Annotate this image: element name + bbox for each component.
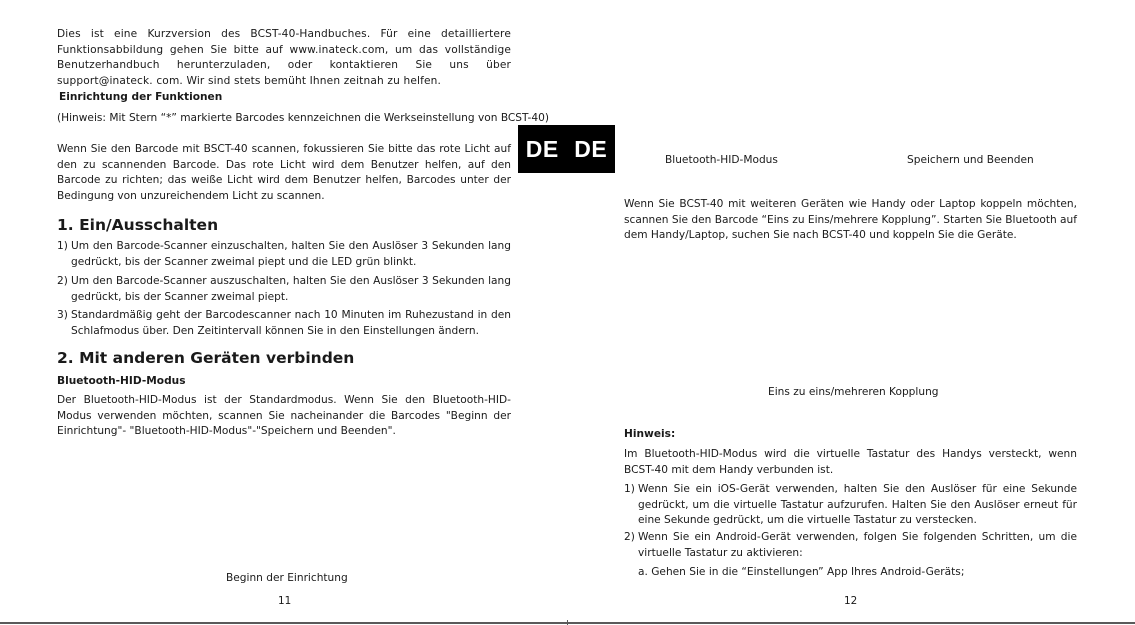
section-1-title: 1. Ein/Ausschalten [57, 216, 219, 234]
hint-paragraph: Im Bluetooth-HID-Modus wird die virtuelle Tastatur des Handys versteckt, wenn BCST-40 mit dem Handy verbunden ist. [624, 448, 1077, 476]
list-item [624, 482, 1077, 529]
pairing-paragraph: Wenn Sie BCST-40 mit weiteren Geräten wie Handy oder Laptop koppeln möchten, scannen Sie den Barcode “Eins zu Eins/mehrere Kopplung”. Starten Sie Bluetooth auf dem Handy/Laptop, suchen Sie nach BCST-40 und koppeln Sie die Geräte. [624, 198, 1077, 242]
list-text: Wenn Sie ein Android-Gerät verwenden, folgen Sie folgenden Schritten, um die virtuelle Tastatur zu aktivieren: [638, 531, 1077, 559]
hint-heading: Hinweis: [624, 428, 676, 440]
list-number: 1) [57, 240, 68, 252]
left-page [0, 0, 567, 625]
factory-default-note: (Hinweis: Mit Stern “*” markierte Barcodes kennzeichnen die Werkseinstellung von BCST-40) [57, 112, 549, 124]
page-number-left: 11 [278, 595, 292, 607]
list-number: 1) [624, 483, 635, 495]
list-number: 2) [624, 531, 635, 543]
language-tab-right: DE [574, 135, 608, 162]
list-item [57, 239, 511, 270]
setup-heading: Einrichtung der Funktionen [59, 91, 223, 103]
list-item [624, 530, 1077, 561]
list-text: Um den Barcode-Scanner auszuschalten, halten Sie den Auslöser 3 Sekunden lang gedrückt, bis der Scanner zweimal piept. [71, 275, 511, 303]
list-item [57, 308, 511, 339]
list-text: Um den Barcode-Scanner einzuschalten, halten Sie den Auslöser 3 Sekunden lang gedrückt, bis der Scanner zweimal piept und die LED grün blinkt. [71, 240, 511, 268]
barcode-caption-pairing: Eins zu eins/mehreren Kopplung [768, 386, 939, 398]
page-number-right: 12 [844, 595, 858, 607]
language-tab-left: DE [525, 135, 559, 162]
hid-mode-heading: Bluetooth-HID-Modus [57, 375, 186, 387]
intro-paragraph: Dies ist eine Kurzversion des BCST-40-Handbuches. Für eine detailliertere Funktionsabbildung gehen Sie bitte auf www.inateck.com, um das vollständige Benutzerhandbuch herunterzuladen, oder kontaktieren Sie uns über support@inateck. com. Wir sind stets bemüht Ihnen zeitnah zu helfen. [57, 28, 511, 87]
barcode-caption-begin-setup: Beginn der Einrichtung [226, 572, 348, 584]
list-text: Standardmäßig geht der Barcodescanner nach 10 Minuten im Ruhezustand in den Schlafmodus über. Den Zeitintervall können Sie in den Einstellungen ändern. [71, 309, 511, 337]
list-number: 2) [57, 275, 68, 287]
sub-list-item: a. Gehen Sie in die “Einstellungen” App Ihres Android-Geräts; [638, 566, 965, 578]
section-2-title: 2. Mit anderen Geräten verbinden [57, 349, 355, 367]
list-item [57, 274, 511, 305]
list-text: Wenn Sie ein iOS-Gerät verwenden, halten Sie den Auslöser für eine Sekunde gedrückt, um die virtuelle Tastatur aufzurufen. Halten Sie den Auslöser erneut für eine Sekunde gedrückt, um die virtuelle Tastatur zu verstecken. [638, 483, 1077, 527]
barcode-caption-save-exit: Speichern und Beenden [907, 154, 1034, 166]
scan-instructions-paragraph: Wenn Sie den Barcode mit BSCT-40 scannen, fokussieren Sie bitte das rote Licht auf den zu scannenden Barcode. Das rote Licht wird dem Benutzer helfen, auf den Barcode zu richten; das weiße Licht wird dem Benutzer helfen, Barcodes unter der Bedingung von unzureichendem Licht zu scannen. [57, 143, 511, 202]
bottom-tick [567, 620, 568, 625]
list-number: 3) [57, 309, 68, 321]
hid-mode-paragraph: Der Bluetooth-HID-Modus ist der Standardmodus. Wenn Sie den Bluetooth-HID-Modus verwenden möchten, scannen Sie nacheinander die Barcodes "Beginn der Einrichtung"- "Bluetooth-HID-Modus"-"Speichern und Beenden". [57, 394, 511, 438]
barcode-caption-hid-mode: Bluetooth-HID-Modus [665, 154, 778, 166]
right-page [567, 0, 1135, 625]
